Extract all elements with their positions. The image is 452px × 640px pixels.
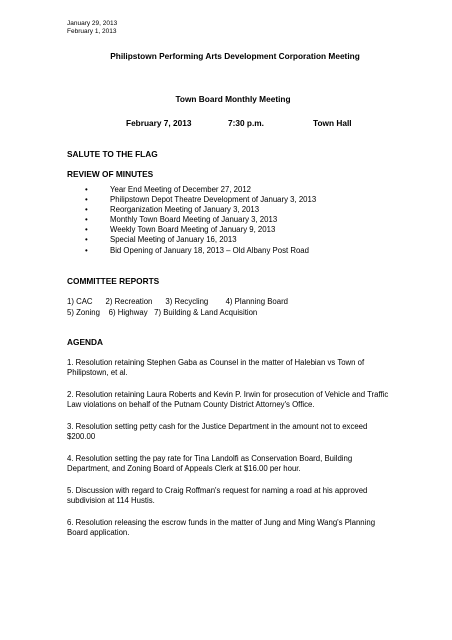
list-item (85, 195, 316, 205)
meeting-date: February 7, 2013 (126, 118, 192, 128)
agenda-item-1: 1. Resolution retaining Stephen Gaba as Counsel in the matter of Halebian vs Town of Philipstown, et al. (67, 358, 365, 378)
agenda-item-5: 5. Discussion with regard to Craig Roffman's request for naming a road at his approved subdivision at 114 Hustis. (67, 486, 368, 506)
revision-dates (67, 20, 117, 36)
agenda-item-4: 4. Resolution setting the pay rate for Tina Landolfi as Conservation Board, Building Department, and Zoning Board of Appeals Clerk at $16.00 per hour. (67, 454, 353, 474)
bullet-icon: • (85, 245, 88, 255)
revision-date-2: February 1, 2013 (67, 28, 117, 35)
list-item (85, 185, 316, 195)
agenda-item-3: 3. Resolution setting petty cash for the Justice Department in the amount not to exceed $200.00 (67, 422, 368, 442)
minutes-item-label: Year End Meeting of December 27, 2012 (110, 185, 252, 194)
agenda-item-6: 6. Resolution releasing the escrow funds in the matter of Jung and Ming Wang's Planning Board application. (67, 518, 376, 538)
meeting-type-title: Town Board Monthly Meeting (175, 94, 291, 104)
bullet-icon: • (85, 215, 88, 225)
minutes-item-label: Philipstown Depot Theatre Development of January 3, 2013 (110, 195, 317, 205)
bullet-icon: • (85, 225, 88, 235)
list-item (85, 205, 316, 215)
minutes-item-label: Monthly Town Board Meeting of January 3, 2013 (110, 215, 278, 225)
revision-date-1: January 29, 2013 (67, 20, 118, 27)
meeting-place: Town Hall (313, 118, 352, 128)
committee-row-1: 1) CAC 2) Recreation 3) Recycling 4) Planning Board (67, 297, 289, 306)
section-committee-heading: COMMITTEE REPORTS (67, 276, 160, 286)
meeting-time: 7:30 p.m. (228, 118, 264, 128)
list-item (85, 235, 316, 245)
list-item (85, 225, 316, 235)
bullet-icon: • (85, 195, 88, 205)
section-agenda-heading: AGENDA (67, 337, 103, 347)
bullet-icon: • (85, 205, 88, 215)
list-item (85, 246, 316, 256)
section-review-heading: REVIEW OF MINUTES (67, 169, 154, 179)
minutes-list (85, 185, 316, 256)
minutes-item-label: Bid Opening of January 18, 2013 – Old Albany Post Road (110, 245, 309, 255)
committee-row-2: 5) Zoning 6) Highway 7) Building & Land Acquisition (67, 308, 258, 317)
agenda-item-2: 2. Resolution retaining Laura Roberts and Kevin P. Irwin for prosecution of Vehicle and Traffic Law violations on behalf of the Putnam County District Attorney's Office. (67, 390, 389, 410)
bullet-icon: • (85, 185, 88, 194)
section-salute-heading: SALUTE TO THE FLAG (67, 149, 158, 159)
organization-meeting-title: Philipstown Performing Arts Development Corporation Meeting (110, 51, 360, 61)
bullet-icon: • (85, 235, 88, 245)
list-item (85, 215, 316, 225)
minutes-item-label: Special Meeting of January 16, 2013 (110, 235, 237, 245)
minutes-item-label: Weekly Town Board Meeting of January 9, 2013 (110, 225, 276, 235)
minutes-item-label: Reorganization Meeting of January 3, 2013 (110, 205, 260, 215)
